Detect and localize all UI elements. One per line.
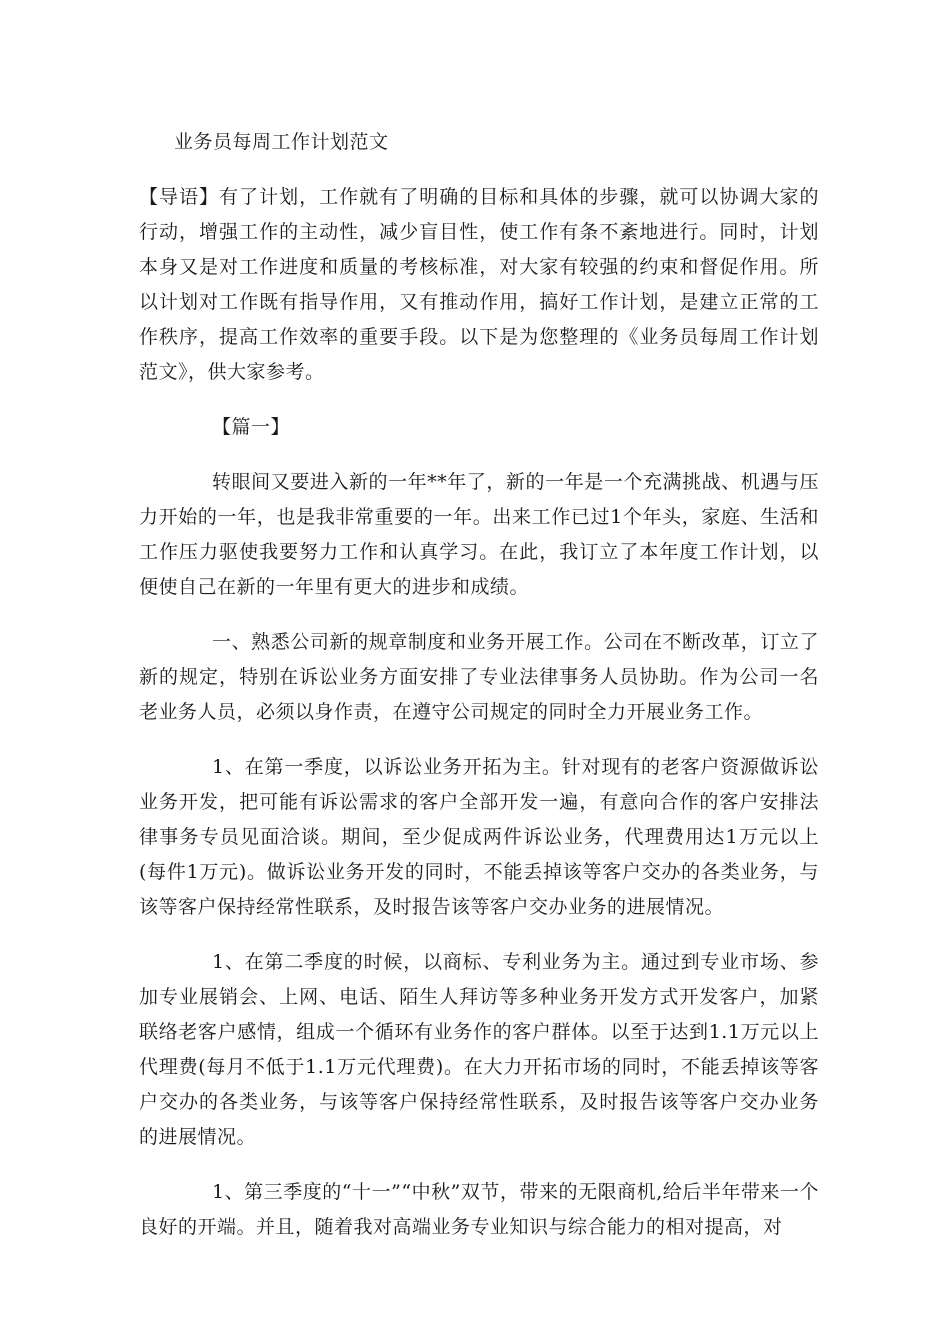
body-paragraph-1: 转眼间又要进入新的一年**年了，新的一年是一个充满挑战、机遇与压力开始的一年，也是我非常重要的一年。出来工作已过1个年头，家庭、生活和工作压力驱使我要努力工作和认真学习。在此，我订立了本年度工作计划，以便使自己在新的一年里有更大的进步和成绩。 [139, 471, 819, 598]
body-paragraph-2: 一、熟悉公司新的规章制度和业务开展工作。公司在不断改革，订立了新的规定，特别在诉讼业务方面安排了专业法律事务人员协助。作为公司一名老业务人员，必须以身作责，在遵守公司规定的同时全力开展业务工作。 [139, 631, 819, 723]
section-heading: 【篇一】 [212, 416, 291, 438]
document-title: 业务员每周工作计划范文 [174, 131, 389, 153]
body-paragraph-4: 1、在第二季度的时候，以商标、专利业务为主。通过到专业市场、参加专业展销会、上网、电话、陌生人拜访等多种业务开发方式开发客户，加紧联络老客户感情，组成一个循环有业务作的客户群体。以至于达到1.1万元以上代理费(每月不低于1.1万元代理费)。在大力开拓市场的同时，不能丢掉该等客户交办的各类业务，与该等客户保持经常性联系，及时报告该等客户交办业务的进展情况。 [139, 951, 819, 1148]
intro-paragraph: 【导语】有了计划，工作就有了明确的目标和具体的步骤，就可以协调大家的行动，增强工作的主动性，减少盲目性，使工作有条不紊地进行。同时，计划本身又是对工作进度和质量的考核标准，对大家有较强的约束和督促作用。所以计划对工作既有指导作用，又有推动作用，搞好工作计划，是建立正常的工作秩序，提高工作效率的重要手段。以下是为您整理的《业务员每周工作计划范文》，供大家参考。 [139, 186, 819, 383]
body-paragraph-3: 1、在第一季度，以诉讼业务开拓为主。针对现有的老客户资源做诉讼业务开发，把可能有诉讼需求的客户全部开发一遍，有意向合作的客户安排法律事务专员见面洽谈。期间，至少促成两件诉讼业务，代理费用达1万元以上(每件1万元)。做诉讼业务开发的同时，不能丢掉该等客户交办的各类业务，与该等客户保持经常性联系，及时报告该等客户交办业务的进展情况。 [139, 756, 819, 918]
document-body [139, 125, 819, 1265]
body-paragraph-5: 1、第三季度的“十一”“中秋”双节，带来的无限商机,给后半年带来一个良好的开端。并且，随着我对高端业务专业知识与综合能力的相对提高，对 [139, 1181, 819, 1238]
